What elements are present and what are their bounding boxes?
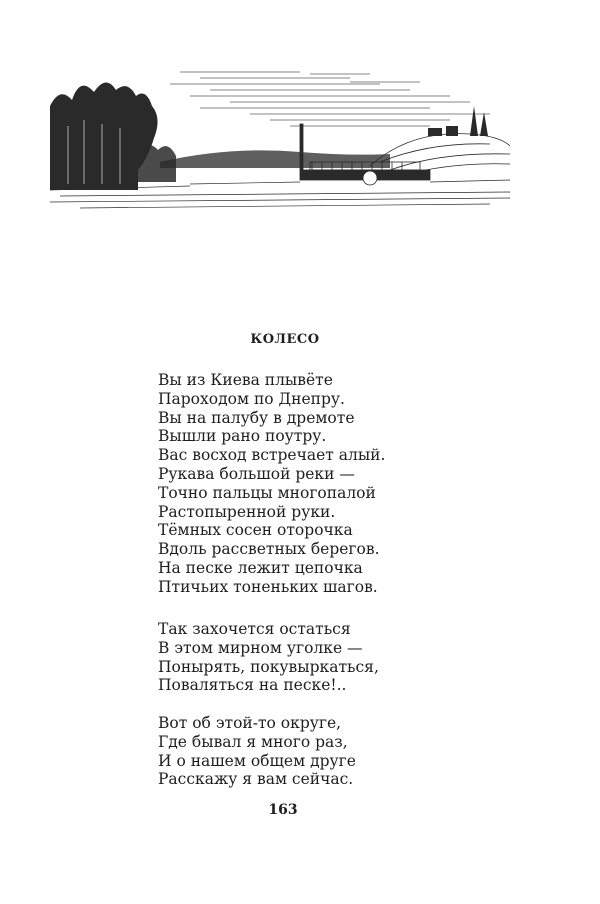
poem-line: Вы из Киева плывёте <box>158 371 333 389</box>
poem-line: Вышли рано поутру. <box>158 427 327 446</box>
poem-line: Пароходом по Днепру. <box>158 389 345 408</box>
sky-hatching <box>170 72 490 126</box>
poem-line: Тёмных сосен оторочка <box>158 521 353 540</box>
stanza <box>158 620 379 695</box>
hill-houses-and-poplars <box>428 106 488 136</box>
poem-line: Вас восход встречает алый. <box>158 446 386 465</box>
stanza <box>158 714 356 789</box>
river-landscape-illustration <box>50 66 510 214</box>
poem-line: В этом мирном уголке — <box>158 638 363 657</box>
poem-line: Так захочется остаться <box>158 620 351 638</box>
left-trees <box>50 82 176 190</box>
page-number: 163 <box>268 802 298 818</box>
poem-line: Поваляться на песке!.. <box>158 676 347 695</box>
stanza <box>158 371 385 597</box>
poem-line: Вы на палубу в дремоте <box>158 408 355 427</box>
poem-line: Растопыренной руки. <box>158 502 336 521</box>
far-shore <box>160 150 390 168</box>
poem-title: КОЛЕСО <box>250 332 320 347</box>
poem-line: Где бывал я много раз, <box>158 732 348 751</box>
poem-line: На песке лежит цепочка <box>158 558 363 577</box>
poem-line: Расскажу я вам сейчас. <box>158 770 354 789</box>
poem-line: Точно пальцы многопалой <box>158 483 376 502</box>
poem-line: И о нашем общем друге <box>158 751 356 770</box>
poem-line: Вдоль рассветных берегов. <box>158 540 380 559</box>
poem-line: Вот об этой-то округе, <box>158 714 342 732</box>
poem-line: Птичьих тоненьких шагов. <box>158 577 378 596</box>
poem-line: Понырять, покувыркаться, <box>158 657 379 676</box>
poem-line: Рукава большой реки — <box>158 464 355 483</box>
